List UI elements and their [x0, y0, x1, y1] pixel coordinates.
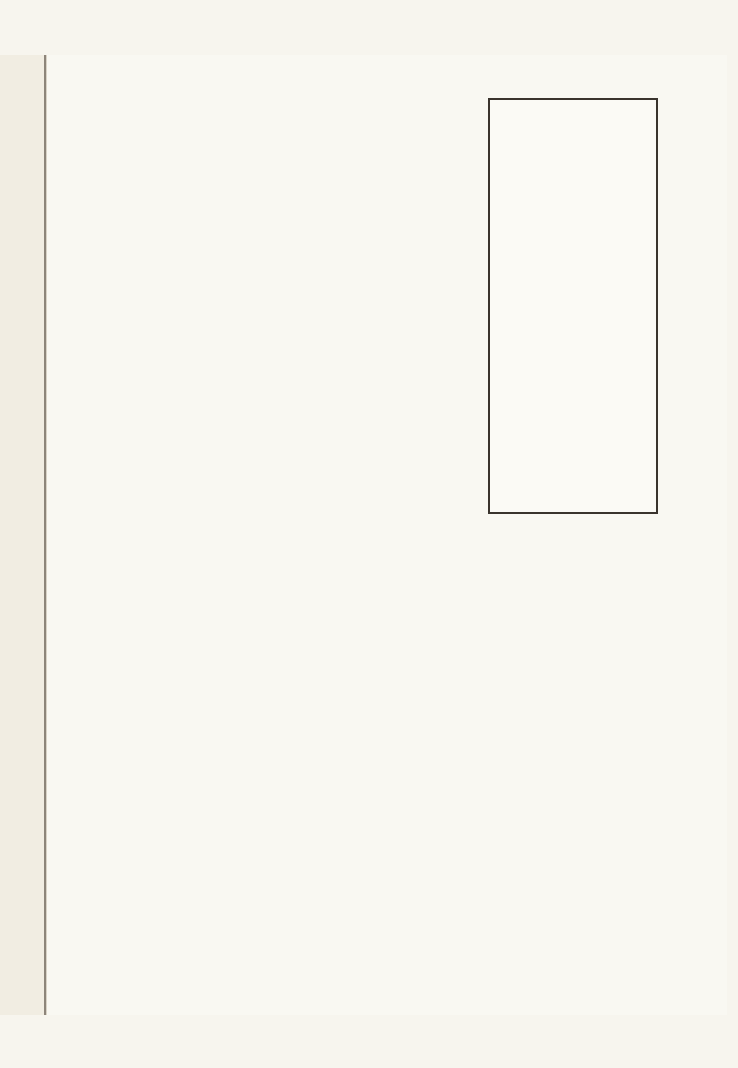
previous-page-edge [0, 55, 46, 1015]
cursus-column [493, 518, 659, 520]
zendingsmiddag-advert [488, 98, 658, 514]
